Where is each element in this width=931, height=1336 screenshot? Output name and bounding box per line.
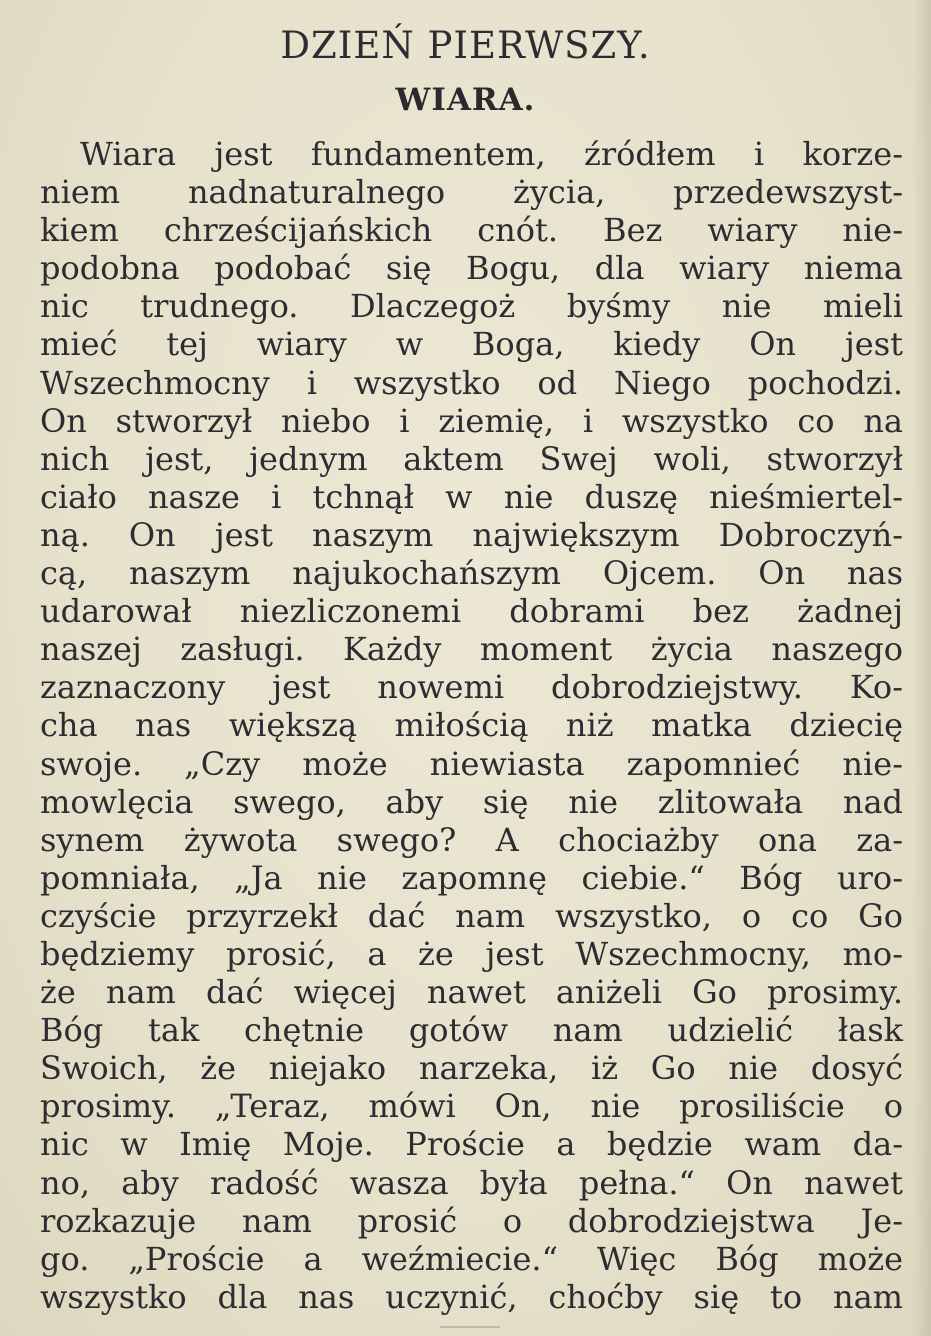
- text-line: go. „Proście a weźmiecie.“ Więc Bóg może: [40, 1239, 903, 1278]
- text-line: nic w Imię Moje. Proście a będzie wam da-: [40, 1125, 903, 1164]
- chapter-title: DZIEŃ PIERWSZY.: [280, 24, 651, 67]
- text-line: mieć tej wiary w Boga, kiedy On jest: [40, 325, 903, 364]
- text-line: nich jest, jednym aktem Swej woli, stworzył: [40, 439, 903, 478]
- text-line: zaznaczony jest nowemi dobrodziejstwy. Ko-: [40, 668, 903, 707]
- text-line: Wszechmocny i wszystko od Niego pochodzi.: [40, 363, 903, 402]
- text-line: cha nas większą miłością niż matka dziecię: [40, 706, 903, 745]
- page-edge-mark: [440, 1326, 500, 1334]
- page-edge-shadow: [913, 0, 931, 1336]
- text-line: rozkazuje nam prosić o dobrodziejstwa Je-: [40, 1201, 903, 1240]
- body-text: [40, 135, 903, 1316]
- text-line: synem żywota swego? A chociażby ona za-: [40, 820, 903, 859]
- text-line: podobna podobać się Bogu, dla wiary niema: [40, 249, 903, 288]
- text-line: Swoich, że niejako narzeka, iż Go nie dosyć: [40, 1049, 903, 1088]
- text-line: pomniała, „Ja nie zapomnę ciebie.“ Bóg uro-: [40, 858, 903, 897]
- text-line: prosimy. „Teraz, mówi On, nie prosiliście o: [40, 1087, 903, 1126]
- text-line: swoje. „Czy może niewiasta zapomnieć nie-: [40, 744, 903, 783]
- text-line: Wiara jest fundamentem, źródłem i korze-: [80, 135, 903, 173]
- text-line: czyście przyrzekł dać nam wszystko, o co Go: [40, 896, 903, 935]
- text-line: ną. On jest naszym największym Dobroczyń-: [40, 515, 903, 554]
- text-line: że nam dać więcej nawet aniżeli Go prosimy.: [40, 973, 903, 1012]
- text-line: Bóg tak chętnie gotów nam udzielić łask: [40, 1011, 903, 1050]
- text-line: ciało nasze i tchnął w nie duszę nieśmiertel-: [40, 477, 903, 516]
- text-line: no, aby radość wasza była pełna.“ On nawet: [40, 1163, 903, 1202]
- text-line: mowlęcia swego, aby się nie zlitowała nad: [40, 782, 903, 821]
- text-line: udarował niezliczonemi dobrami bez żadnej: [40, 592, 903, 631]
- text-line: cą, naszym najukochańszym Ojcem. On nas: [40, 554, 903, 593]
- text-line: kiem chrześcijańskich cnót. Bez wiary nie-: [40, 211, 903, 250]
- text-line: nic trudnego. Dlaczegoż byśmy nie mieli: [40, 287, 903, 326]
- text-line: niem nadnaturalnego życia, przedewszyst-: [40, 173, 903, 212]
- text-line: będziemy prosić, a że jest Wszechmocny, mo-: [40, 934, 903, 973]
- text-line: naszej zasługi. Każdy moment życia naszego: [40, 630, 903, 669]
- text-line: wszystko dla nas uczynić, choćby się to nam: [40, 1277, 903, 1316]
- text-line: On stworzył niebo i ziemię, i wszystko co na: [40, 401, 903, 440]
- section-title: WIARA.: [395, 82, 536, 118]
